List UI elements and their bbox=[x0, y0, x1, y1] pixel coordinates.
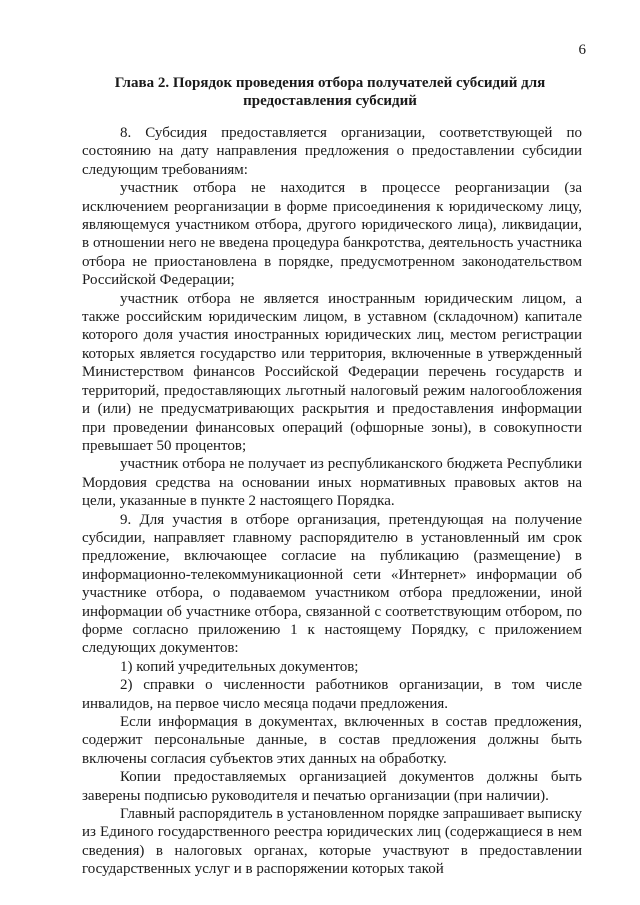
paragraph-requirement-budget-funds: участник отбора не получает из республиканского бюджета Республики Мордовия средства на основании иных нормативных правовых актов на цели, указанные в пункте 2 настоящего Порядка. bbox=[82, 456, 582, 510]
chapter-title: Глава 2. Порядок проведения отбора получателей субсидий для предоставления субсидий bbox=[114, 75, 546, 109]
paragraph-personal-data: Если информация в документах, включенных в состав предложения, содержит персональные данные, в состав предложения должны быть включены согласия субъектов этих данных на обработку. bbox=[82, 714, 582, 767]
paragraph-8-intro: 8. Субсидия предоставляется организации, соответствующей по состоянию на дату направления предложения о предоставлении субсидии следующим требованиям: bbox=[82, 125, 582, 178]
paragraph-9-application: 9. Для участия в отборе организация, претендующая на получение субсидии, направляет главному распорядителю в установленный им срок предложение, включающее согласие на публикацию (размещение) в информационно-телекоммуникационной сети «Интернет» информации об участнике отбора, о подаваемом участником отбора предложении, иной информации об участнике отбора, связанной с соответствующим отбором, по форме согласно приложению 1 к настоящему Порядку, с приложением следующих документов: bbox=[82, 511, 582, 657]
paragraph-document-certification: Копии предоставляемых организацией документов должны быть заверены подписью руководителя и печатью организации (при наличии). bbox=[82, 769, 582, 804]
list-item-staff-certificate: 2) справки о численности работников организации, в том числе инвалидов, на первое число месяца подачи предложения. bbox=[82, 677, 582, 712]
page-number: 6 bbox=[578, 42, 586, 58]
paragraph-requirement-foreign-entity: участник отбора не является иностранным юридическим лицом, а также российским юридическим лицом, в уставном (складочном) капитале которого доля участия иностранных юридических лиц, местом регистрации которых является государство или территория, включенные в утвержденный Министерством финансов Российской Федерации перечень государств и территорий, предоставляющих льготный налоговый режим налогообложения и (или) не предусматривающих раскрытия и предоставления информации при проведении финансовых операций (офшорные зоны), в совокупности превышает 50 процентов; bbox=[82, 290, 582, 454]
paragraph-registry-request: Главный распорядитель в установленном порядке запрашивает выписку из Единого государственного реестра юридических лиц (содержащиеся в нем сведения) в налоговых органах, которые участвуют в предоставлении государственных услуг и в распоряжении которых такой bbox=[82, 806, 582, 878]
list-item-founding-documents: 1) копий учредительных документов; bbox=[120, 658, 359, 675]
document-body bbox=[82, 124, 582, 879]
paragraph-requirement-reorganization: участник отбора не находится в процессе реорганизации (за исключением реорганизации в форме присоединения к юридическому лицу, являющемуся участником отбора, другого юридического лица), ликвидации, в отношении него не введена процедура банкротства, деятельность участника отбора не приостановлена в порядке, предусмотренном законодательством Российской Федерации; bbox=[82, 180, 582, 289]
